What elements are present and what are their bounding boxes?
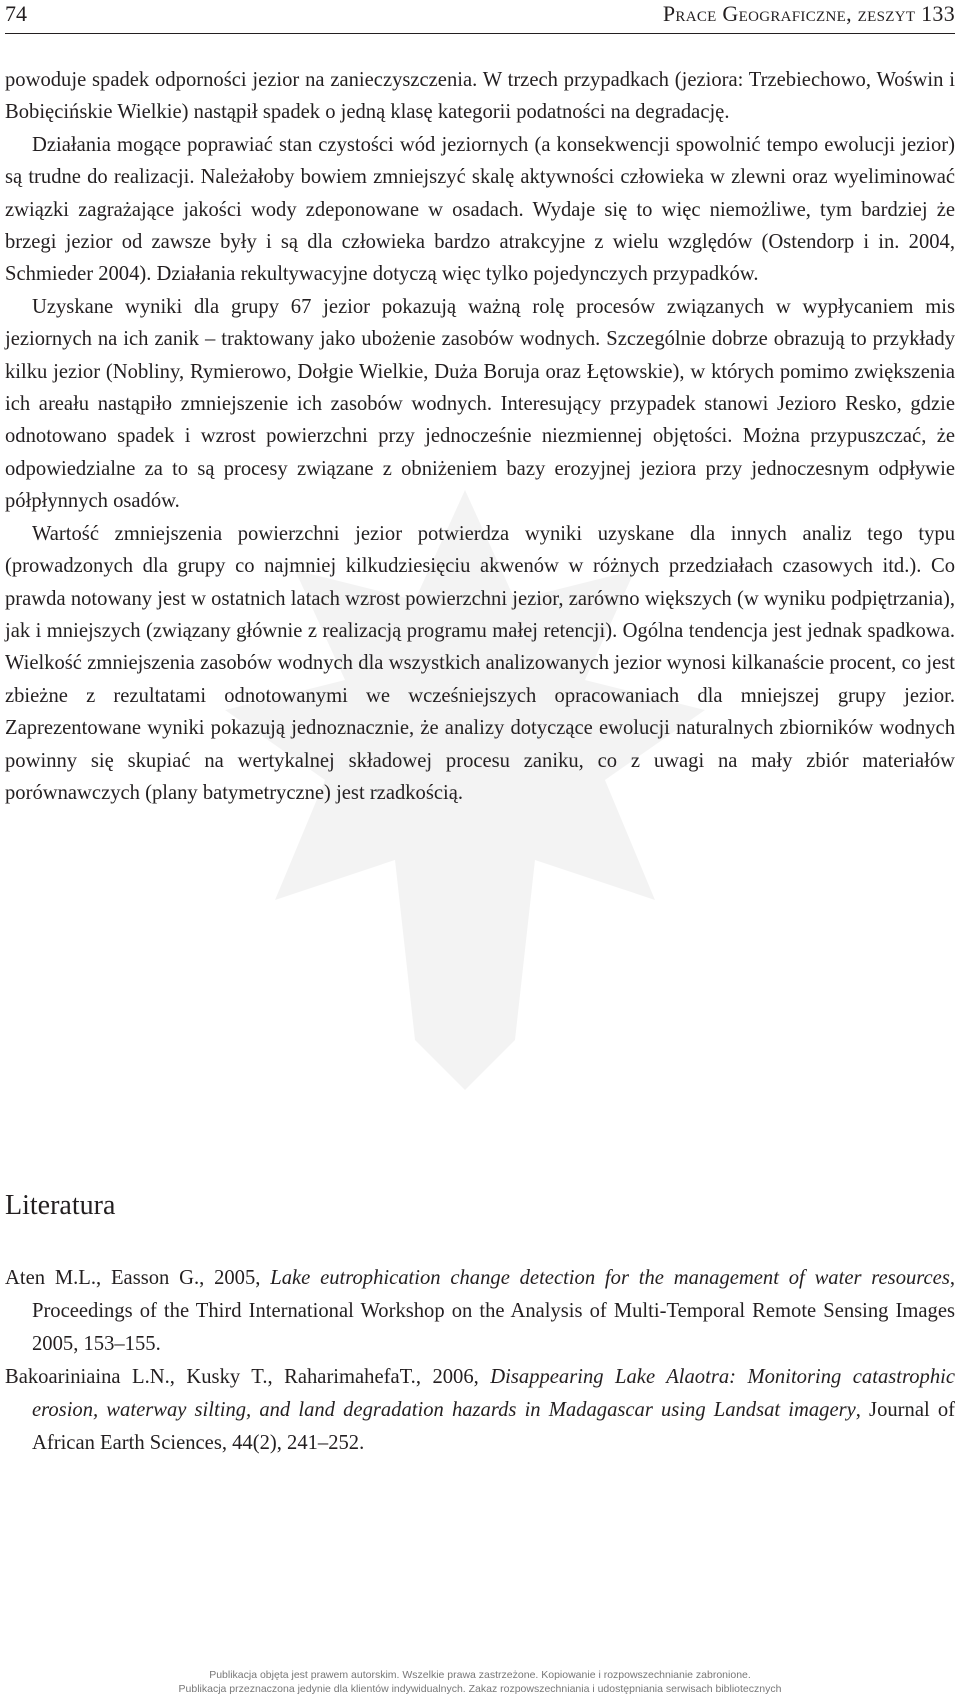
page-number: 74 bbox=[5, 1, 27, 26]
running-header bbox=[5, 0, 955, 34]
reference-title: Lake eutrophication change detection for the management of water resources bbox=[270, 1267, 950, 1289]
footer-line: Publikacja objęta jest prawem autorskim. Wszelkie prawa zastrzeżone. Kopiowanie i rozpowszechnianie zabronione. bbox=[209, 1669, 751, 1681]
reference-source: , Proceedings of the Third International Workshop on the Analysis of Multi-Temporal Remote Sensing Images 2005, 153–155. bbox=[32, 1267, 955, 1355]
paragraph: Uzyskane wyniki dla grupy 67 jezior pokazują ważną rolę procesów związanych w wypłycaniem mis jeziornych na ich zanik – traktowany jako ubożenie zasobów wodnych. Szczególnie dobrze obrazują to przykłady kilku jezior (Nobliny, Rymierowo, Dołgie Wielkie, Duża Boruja oraz Łętowskie), w których pomimo zwiększenia ich areału nastąpiło zmniejszenie ich zasobów wodnych. Interesujący przypadek stanowi Jezioro Resko, gdzie odnotowano spadek i wzrost powierzchni przy jednocześnie niezmiennej objętości. Można przypuszczać, że odpowiedzialne za to są procesy związane z obniżeniem bazy erozyjnej jeziora przy jednoczesnym odpływie półpłynnych osadów. bbox=[5, 295, 955, 513]
reference-item bbox=[5, 1262, 955, 1361]
footer-line: Publikacja przeznaczona jedynie dla klientów indywidualnych. Zakaz rozpowszechniania i udostępniania serwisach bibliotecznych bbox=[178, 1683, 782, 1695]
paragraph: powoduje spadek odporności jezior na zanieczyszczenia. W trzech przypadkach (jeziora: Trzebiechowo, Woświn i Bobięcińskie Wielkie) nastąpił spadek o jedną klasę kategorii podatności na degradację. bbox=[5, 69, 955, 124]
reference-title: Disappearing Lake Alaotra: Monitoring catastrophic erosion, waterway silting, and land degradation hazards in Madagascar using Landsat imagery bbox=[32, 1366, 955, 1421]
paragraph: Wartość zmniejszenia powierzchni jezior potwierdza wyniki uzyskane dla innych analiz tego typu (prowadzonych dla grupy co najmniej kilkudziesięciu akwenów w różnych przedziałach czasowych itd.). Co prawda notowany jest w ostatnich latach wzrost powierzchni jezior, zarówno większych (w wyniku podpiętrzania), jak i mniejszych (związany głównie z realizacją programu małej retencji). Ogólna tendencja jest jednak spadkowa. Wielkość zmniejszenia zasobów wodnych dla wszystkich analizowanych jezior wynosi kilkanaście procent, co jest zbieżne z rezultatami odnotowanymi we wcześniejszych opracowaniach dla mniejszej grupy jezior. Zaprezentowane wyniki pokazują jednoznacznie, że analizy dotyczące ewolucji naturalnych zbiorników wodnych powinny się skupiać na wertykalnej składowej procesu zaniku, co z uwagi na mały zbiór materiałów porównawczych (plany batymetryczne) jest rzadkością. bbox=[5, 522, 955, 804]
reference-list bbox=[5, 1262, 955, 1460]
copyright-footer bbox=[0, 1668, 960, 1696]
reference-authors: Aten M.L., Easson G., 2005, bbox=[5, 1267, 271, 1289]
journal-title: Prace Geograficzne, zeszyt 133 bbox=[662, 1, 955, 26]
reference-source: , Journal of African Earth Sciences, 44(2), 241–252. bbox=[32, 1399, 955, 1454]
section-title: Literatura bbox=[5, 1190, 116, 1221]
header-rule bbox=[5, 33, 955, 34]
reference-authors: Bakoariniaina L.N., Kusky T., RaharimahefaT., 2006, bbox=[5, 1366, 491, 1388]
reference-item bbox=[5, 1361, 955, 1460]
paragraph: Działania mogące poprawiać stan czystości wód jeziornych (a konsekwencji spowolnić tempo ewolucji jezior) są trudne do realizacji. Należałoby bowiem zmniejszyć skalę aktywności człowieka w zlewni oraz wyeliminować związki zagrażające jakości wody zdeponowane w osadach. Wydaje się to więc niemożliwe, tym bardziej że brzegi jezior od zawsze były i są dla człowieka bardzo atrakcyjne z wielu względów (Ostendorp i in. 2004, Schmieder 2004). Działania rekultywacyjne dotyczą więc tylko pojedynczych przypadków. bbox=[5, 133, 955, 286]
body-text bbox=[5, 64, 955, 809]
